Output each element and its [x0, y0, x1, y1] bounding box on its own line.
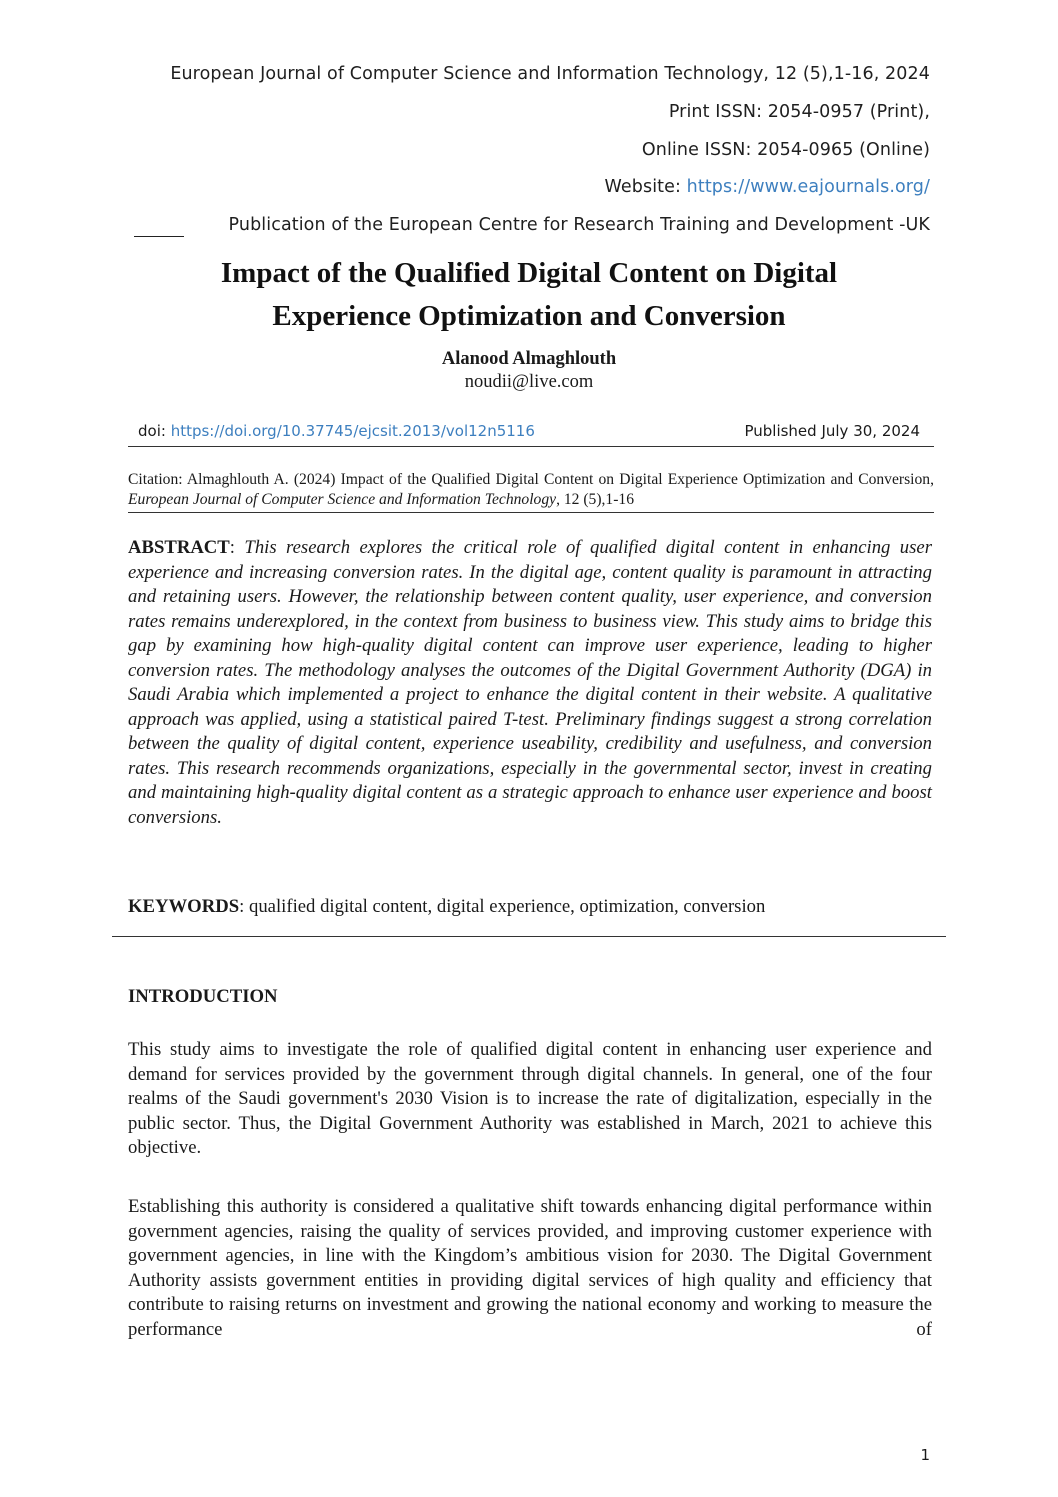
- divider: [128, 446, 934, 447]
- journal-line: European Journal of Computer Science and Information Technology, 12 (5),1-16, 2024: [170, 64, 930, 84]
- title-line-1: Impact of the Qualified Digital Content on Digital: [220, 257, 838, 289]
- abstract-label: ABSTRACT: [128, 537, 230, 558]
- doi: [138, 422, 535, 440]
- body-paragraph: This study aims to investigate the role of qualified digital content in enhancing user experience and demand for services provided by the government through digital channels. In general, one of the four realms of the Saudi government's 2030 Vision is to increase the rate of digitalization, especially in the public sector. Thus, the Digital Government Authority was established in March, 2021 to achieve this objective.: [128, 1039, 932, 1158]
- divider: [128, 512, 934, 513]
- keywords-text: qualified digital content, digital experience, optimization, conversion: [248, 896, 766, 917]
- author-name: Alanood Almaghlouth: [441, 349, 617, 369]
- citation-journal: European Journal of Computer Science and Information Technology: [128, 491, 557, 508]
- section-heading: INTRODUCTION: [128, 986, 278, 1007]
- citation-prefix: Citation: Almaghlouth A. (2024) Impact of the Qualified Digital Content on Digital Experience Optimization and Conversion,: [128, 471, 934, 488]
- page-number: 1: [920, 1446, 930, 1464]
- abstract-text: This research explores the critical role of qualified digital content in enhancing user experience and increasing conversion rates. In the digital age, content quality is paramount in attracting and retaining users. However, the relationship between content quality, user experience, and conversion rates remains underexplored, in the context from business to business view. This study aims to bridge this gap by examining how high-quality digital content can improve user experience, leading to higher conversion rates. The methodology analyses the outcomes of the Digital Government Authority (DGA) in Saudi Arabia which implemented a project to enhance the digital content in their website. A qualitative approach was applied, using a statistical paired T-test. Preliminary findings suggest a strong correlation between the quality of digital content, experience useability, credibility and usefulness, and conversion rates. This research recommends organizations, especially in the governmental sector, invest in creating and maintaining high-quality digital content as a strategic approach to enhance user experience and boost conversions.: [128, 537, 932, 828]
- website-label: Website:: [604, 177, 687, 197]
- divider: [112, 936, 946, 937]
- abstract: ABSTRACT: This research explores the critical role of qualified digital content in enhancing user experience and increasing conversion rates. In the digital age, content quality is paramount in attracting and retaining users. However, the relationship between content quality, user experience, and conversion rates remains underexplored, in the context from business to business view. This study aims to bridge this gap by examining how high-quality digital content can improve user experience, leading to higher conversion rates. The methodology analyses the outcomes of the Digital Government Authority (DGA) in Saudi Arabia which implemented a project to enhance the digital content in their website. A qualitative approach was applied, using a statistical paired T-test. Preliminary findings suggest a strong correlation between the quality of digital content, experience useability, credibility and usefulness, and conversion rates. This research recommends organizations, especially in the governmental sector, invest in creating and maintaining high-quality digital content as a strategic approach to enhance user experience and boost conversions.: [128, 537, 932, 828]
- website-link[interactable]: https://www.eajournals.org/: [686, 177, 930, 197]
- keywords: KEYWORDS: qualified digital content, digital experience, optimization, conversion: [128, 896, 766, 917]
- doi-row: [138, 422, 920, 440]
- paper-title: [0, 252, 1058, 338]
- doi-link[interactable]: https://doi.org/10.37745/ejcsit.2013/vol12n5116: [170, 422, 535, 440]
- author-email: noudii@live.com: [464, 372, 594, 392]
- publisher-line: Publication of the European Centre for Research Training and Development -UK: [228, 215, 930, 235]
- published-date: Published July 30, 2024: [744, 422, 920, 440]
- citation: [128, 470, 934, 510]
- website-line: [605, 177, 930, 197]
- title-line-2: Experience Optimization and Conversion: [272, 300, 786, 332]
- online-issn: Online ISSN: 2054-0965 (Online): [641, 140, 930, 160]
- header-underline: [134, 236, 184, 237]
- citation-suffix: , 12 (5),1-16: [556, 491, 635, 508]
- body-paragraph: Establishing this authority is considered a qualitative shift towards enhancing digital performance within government agencies, raising the quality of services provided, and improving customer experience with government agencies, in line with the Kingdom’s ambitious vision for 2030. The Digital Government Authority assists government entities in providing digital services of high quality and efficiency that contribute to raising returns on investment and growing the national economy and working to measure the performance of: [128, 1196, 932, 1340]
- doi-label: doi:: [138, 422, 171, 440]
- print-issn: Print ISSN: 2054-0957 (Print),: [668, 102, 930, 122]
- keywords-label: KEYWORDS: [128, 896, 240, 917]
